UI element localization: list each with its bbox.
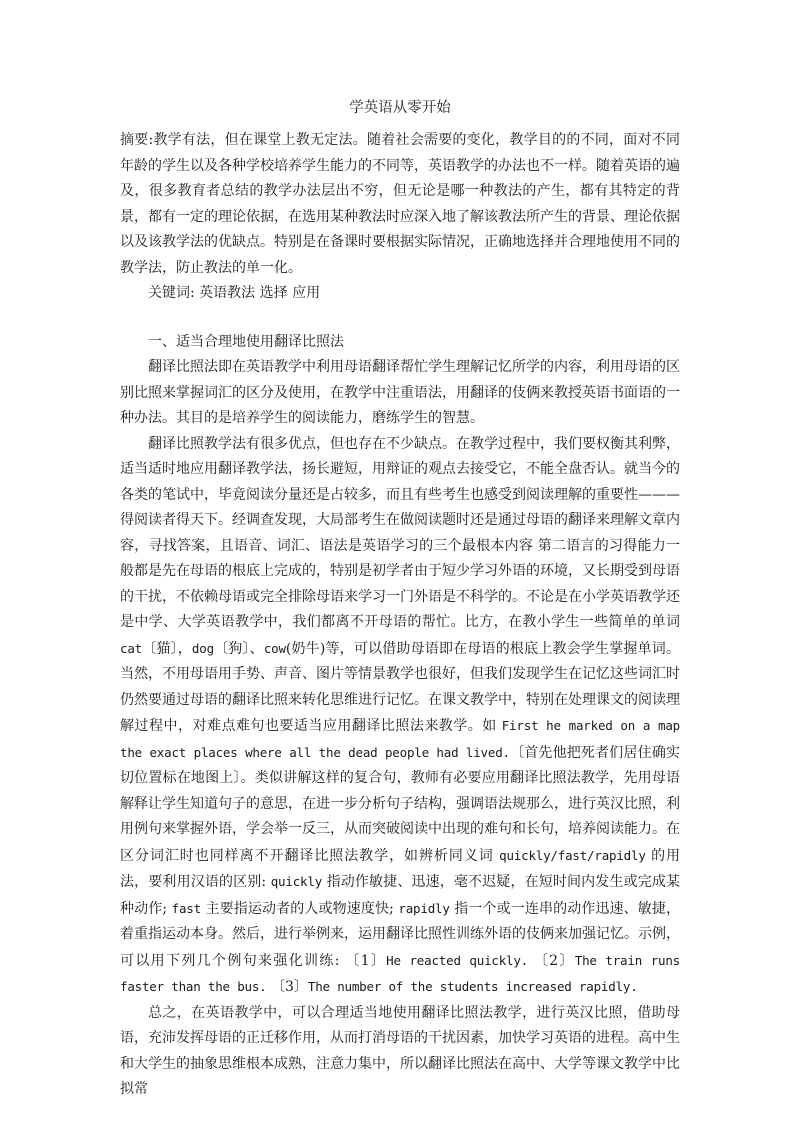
p2-text-h: 主要指运动者的人或物速度快;: [205, 900, 394, 917]
section-heading: 一、适当合理地使用翻译比照法: [148, 333, 344, 350]
p2-word-dog: dog: [191, 640, 214, 656]
keywords-line: [120, 281, 680, 307]
abstract-paragraph: [120, 128, 680, 281]
body-paragraph-1: 翻译比照法即在英语教学中利用母语翻译帮忙学生理解记忆所学的内容，利用母语的区别比照来掌握词汇的区分及使用，在教学中注重语法，用翻译的伎俩来教授英语书面语的一种办法。其目的是培养学生的阅读能力，磨练学生的智慧。: [120, 359, 680, 426]
p2-example-1: He reacted quickly.: [386, 952, 529, 968]
p2-text-e: 〔首先他把死者们居住确实切位置标在地图上〕。类似讲解这样的复合句，教师有必要应用翻译比照法教学，先用母语解释让学生知道句子的意思，在进一步分析句子结构，强调语法规那么，进行英汉比照，利用例句来掌握外语，学会举一反三，从而突破阅读中出现的难句和长句，培养阅读能力。在区分词汇时也同样离不开翻译比照法教学，如辨析同义词: [120, 744, 680, 864]
keywords-label: 关键词:: [148, 285, 195, 301]
keywords-text: 英语教法 选择 应用: [199, 285, 321, 301]
p2-example-3: The number of the students increased rapidly.: [307, 979, 638, 994]
p2-example-2-number: 〔2〕: [533, 952, 575, 969]
p2-synonyms: quickly/fast/rapidly: [499, 847, 646, 863]
abstract-text: 教学有法，但在课堂上教无定法。随着社会需要的变化，教学目的的不同，面对不同年龄的学生以及各种学校培养学生能力的不同等，英语教学的办法也不一样。随着英语的遍及，很多教育者总结的教学办法层出不穷，但无论是哪一种教法的产生，都有其特定的背景，都有一定的理论依据，在选用某种教法时应深入地了解该教法所产生的背景、理论依据以及该教学法的优缺点。特别是在备课时要根据实际情况，正确地选择并合理地使用不同的教学法，防止教法的单一化。: [120, 132, 681, 276]
body-paragraph-2: [120, 432, 680, 1001]
p2-text-i: 指一个或一连串的动作迅速、敏捷，着重指运动本身。然后，进行举例来，运用翻译比照性训练外语的伎俩来加强记忆。示例，可以用下列几个例句来强化训练:: [120, 900, 681, 969]
p2-example-3-number: 〔3〕: [270, 979, 308, 995]
p2-text-d: (奶牛)等，可以借助母语即在母语的根底上教会学生掌握单词。当然，不用母语用手势、声音、图片等情景教学也很好，但我们发现学生在记忆这些词汇时仍然要通过母语的翻译比照来转化思维进行记忆。在课文教学中，特别在处理课文的阅读理解过程中，对难点难句也要适当应用翻译比照法来教学。如: [120, 640, 680, 734]
p2-word-rapidly: rapidly: [398, 900, 450, 916]
p2-word-cow: cow: [263, 640, 286, 656]
p2-word-fast: fast: [171, 900, 201, 916]
p2-text-g: 指动作敏捷、迅速，毫不迟疑，在短时间内发生或完成某种动作;: [120, 874, 681, 917]
abstract-label: 摘要:: [120, 132, 154, 148]
p2-text-a: 翻译比照教学法有很多优点，但也存在不少缺点。在教学过程中，我们要权衡其利弊，适当适时地应用翻译教学法，扬长避短，用辩证的观点去接受它，不能全盘否认。就当今的各类的笔试中，毕竟阅读分量还是占较多，而且有些考生也感受到阅读理解的重要性———得阅读者得天下。经调查发现，大局部考生在做阅读题时还是通过母语的翻译来理解文章内容，寻找答案，且语音、词汇、语法是英语学习的三个最根本内容 第二语言的习得能力一般都是先在母语的根底上完成的，特别是初学者由于短少学习外语的环境，又长期受到母语的干扰，不依赖母语或完全排除母语来学习一门外语是不科学的。不论是在小学英语教学还是中学、大学英语教学中，我们都离不开母语的帮忙。比方，在教小学生一些简单的单词: [120, 435, 680, 630]
p2-text-f: 的用法，要利用汉语的区别:: [120, 847, 681, 890]
p2-example-2: The train runs faster than the bus.: [120, 952, 681, 994]
p2-text-b: 〔猫〕，: [141, 640, 192, 657]
p2-example-sentence: First he marked on a map the exact places where all the dead people had lived.: [120, 718, 681, 760]
p2-example-1-number: 〔1〕: [345, 952, 387, 969]
document-title: 学英语从零开始: [349, 100, 451, 116]
body-paragraph-3: 总之，在英语教学中，可以合理适当地使用翻译比照法教学，进行英汉比照，借助母语，充沛发挥母语的正迁移作用，从而打消母语的干扰因素，加快学习英语的进程。高中生和大学生的抽象思维根本成熟，注意力集中，所以翻译比照法在高中、大学等课文教学中比拟常: [120, 1004, 680, 1097]
p2-word-quickly: quickly: [270, 874, 323, 889]
document-page: [120, 96, 680, 1103]
p2-word-cat: cat: [120, 640, 142, 656]
p2-text-c: 〔狗〕、: [213, 640, 264, 657]
